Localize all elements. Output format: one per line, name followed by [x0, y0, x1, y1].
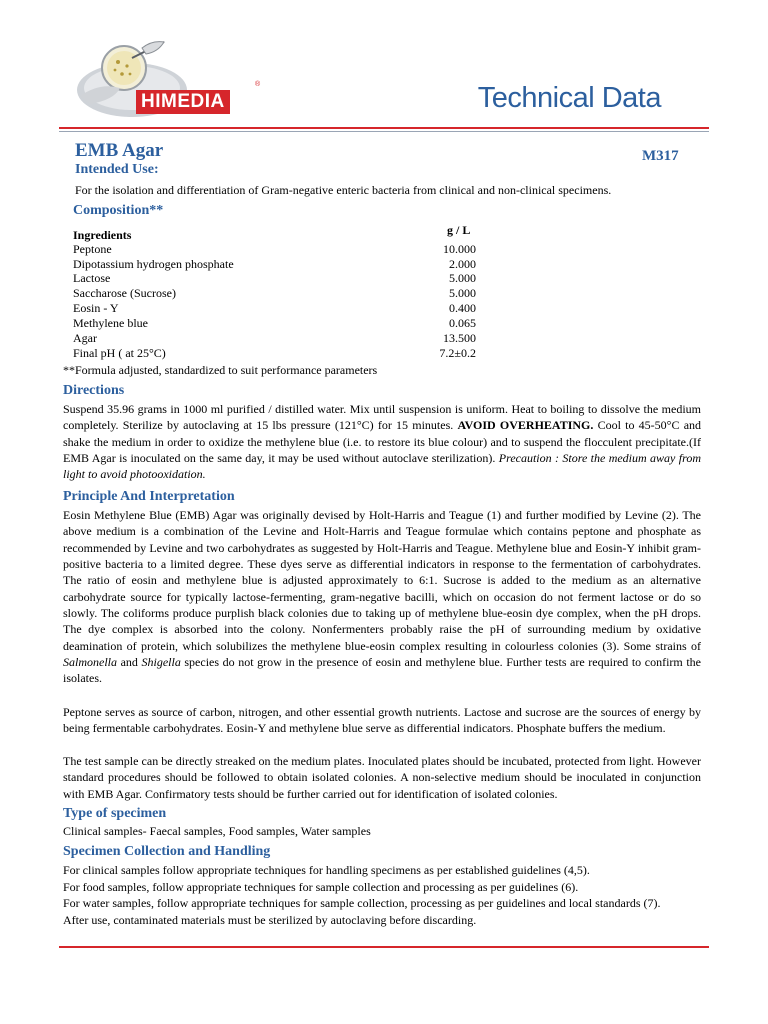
ingredient-value: 13.500: [443, 331, 476, 345]
avoid-overheating-warning: AVOID OVERHEATING.: [457, 418, 594, 433]
himedia-logo: [72, 38, 262, 118]
composition-row: [73, 286, 476, 301]
ingredient-value: 0.400: [449, 301, 476, 315]
collection-heading: Specimen Collection and Handling: [63, 844, 271, 859]
composition-row: [73, 346, 476, 361]
composition-heading: Composition**: [73, 203, 164, 218]
product-code: M317: [642, 148, 679, 164]
brand-name: HIMEDIA: [136, 90, 230, 114]
ingredient-name: Agar: [73, 331, 97, 345]
precaution-note: Precaution : Store the medium away from light to avoid photooxidation.: [63, 451, 701, 482]
composition-row: [73, 242, 476, 257]
registered-mark: ®: [255, 81, 261, 88]
salmonella-term: Salmonella: [63, 655, 117, 670]
intended-use-text: For the isolation and differentiation of Gram-negative enteric bacteria from clinical and non-clinical specimens.: [75, 183, 612, 197]
ingredient-value: 2.000: [449, 257, 476, 271]
ingredient-value: 5.000: [449, 271, 476, 285]
specimen-text: Clinical samples- Faecal samples, Food samples, Water samples: [63, 824, 371, 838]
principle-paragraph-3: The test sample can be directly streaked on the medium plates. Inoculated plates should be incubated, protected from light. However standard procedures should be followed to obtain isolated colonies. A non-selective medium should be inoculated in conjunction with EMB Agar. Confirmatory tests should be further carried out for identification of isolated colonies.: [63, 754, 701, 801]
directions-heading: Directions: [63, 383, 125, 398]
collection-line: After use, contaminated materials must be sterilized by autoclaving before discarding.: [63, 913, 477, 927]
directions-text: [63, 401, 701, 483]
ingredient-name: Saccharose (Sucrose): [73, 286, 176, 300]
ingredient-name: Eosin - Y: [73, 301, 119, 315]
ingredient-name: Methylene blue: [73, 316, 148, 330]
composition-row: [73, 301, 476, 316]
ingredient-value: 10.000: [443, 242, 476, 256]
principle-text-part: Eosin Methylene Blue (EMB) Agar was originally devised by Holt-Harris and Teague (1) and further modified by Levine (2). The above medium is a combination of the Levine and Holt-Harris and Teague formulae which contains peptone and phosphate as recommended by Levine and two carbohydrates as suggested by Holt-Harris and Teague. Methylene blue and Eosin-Y inhibit gram-positive bacteria to a limited degree. These dyes serve as differential indicators in response to the fermentation of carbohydrates. The ratio of eosin and methylene blue is adjusted approximately to 6:1. Sucrose is added to the medium as an alternative carbohydrate source for typically lactose-fermenting, gram-negative bacilli, which on occasion do not ferment lactose or do so slowly. The coliforms produce purplish black colonies due to taking up of methylene blue-eosin dye complex, when the pH drops. The dye complex is absorbed into the colony. Nonfermenters probably raise the pH of surrounding medium by oxidative deamination of protein, which solubilizes the methylene blue-eosin complex resulting in colourless colonies (3). Some strains of: [63, 508, 701, 653]
collection-line: For food samples, follow appropriate techniques for sample collection and processing as per guidelines (6).: [63, 880, 579, 894]
ingredient-name: Final pH ( at 25°C): [73, 346, 166, 360]
composition-footnote: **Formula adjusted, standardized to suit performance parameters: [63, 363, 378, 377]
shigella-term: Shigella: [141, 655, 181, 670]
ingredient-value: 0.065: [449, 316, 476, 330]
ingredient-name: Lactose: [73, 271, 111, 285]
directions-text-part: Cool to 45-50°C and shake the medium in order to oxidize the methylene blue (i.e. to restore its blue colour) and to suspend the flocculent precipitate.(If EMB Agar is inoculated on the same day, it may be used without autoclave sterilization).: [63, 418, 702, 466]
directions-text-part: Suspend 35.96 grams in 1000 ml purified / distilled water. Mix until suspension is uniform. Heat to boiling to dissolve the medium completely. Sterilize by autoclaving at 15 lbs pressure (121°C) for 15 minutes.: [63, 402, 701, 433]
specimen-heading: Type of specimen: [63, 806, 167, 821]
ingredient-name: Peptone: [73, 242, 112, 256]
intended-use-heading: Intended Use:: [75, 162, 159, 177]
composition-row: [73, 257, 476, 272]
composition-row: [73, 271, 476, 286]
collection-line: For water samples, follow appropriate techniques for sample collection, processing as per guidelines and local standards (7).: [63, 896, 661, 910]
principle-paragraph-1: [63, 507, 701, 687]
footer-rule-red: [59, 946, 709, 948]
ingredients-column-header: Ingredients: [73, 228, 132, 242]
principle-paragraph-2: Peptone serves as source of carbon, nitrogen, and other essential growth nutrients. Lactose and sucrose are the sources of energy by being fermentable carbohydrates. Eosin-Y and methylene blue serve as differential indicators. Phosphate buffers the medium.: [63, 705, 701, 736]
document-header-title: Technical Data: [477, 82, 661, 114]
composition-row: [73, 316, 476, 331]
unit-column-header: g / L: [447, 223, 471, 237]
principle-text-part: and: [117, 655, 142, 670]
product-title: EMB Agar: [75, 140, 164, 161]
ingredient-value: 7.2±0.2: [439, 346, 476, 360]
ingredient-value: 5.000: [449, 286, 476, 300]
collection-line: For clinical samples follow appropriate techniques for handling specimens as per established guidelines (4,5).: [63, 863, 590, 877]
principle-heading: Principle And Interpretation: [63, 489, 235, 504]
header-rule-red: [59, 127, 709, 129]
composition-row: [73, 331, 476, 346]
ingredient-name: Dipotassium hydrogen phosphate: [73, 257, 234, 271]
principle-text-part: species do not grow in the presence of eosin and methylene blue. Further tests are required to confirm the isolates.: [63, 655, 701, 686]
header-rule-grey: [59, 131, 709, 132]
